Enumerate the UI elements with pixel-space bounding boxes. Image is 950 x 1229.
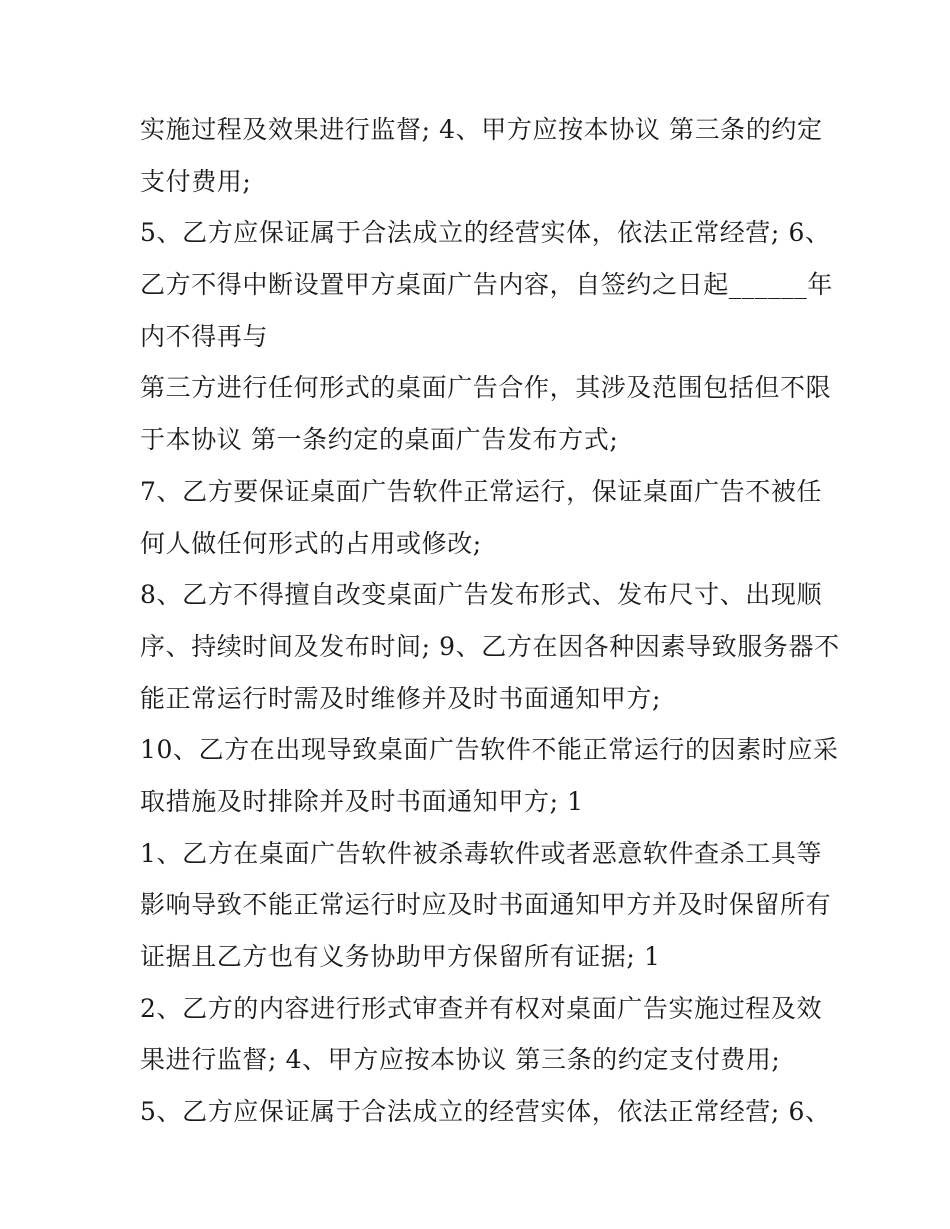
text-line: 支付费用; [140,166,252,196]
text-line: 第三方进行任何形式的桌面广告合作，其涉及范围包括但不限 [140,373,832,403]
text-line: 内不得再与 [140,321,269,351]
text-line: 果进行监督; 4、甲方应按本协议 第三条的约定支付费用; [140,1045,781,1075]
contract-text-body [140,104,840,1138]
text-line: 何人做任何形式的占用或修改; [140,528,482,558]
text-line: 5、乙方应保证属于合法成立的经营实体，依法正常经营; 6、 [140,1097,831,1127]
text-line: 2、乙方的内容进行形式审查并有权对桌面广告实施过程及效 [140,993,823,1023]
text-line: 影响导致不能正常运行时应及时书面通知甲方并及时保留所有 [140,890,832,920]
text-line: 1、乙方在桌面广告软件被杀毒软件或者恶意软件查杀工具等 [140,838,823,868]
text-line: 序、持续时间及发布时间; 9、乙方在因各种因素导致服务器不 [140,631,840,661]
text-line: 于本协议 第一条约定的桌面广告发布方式; [140,425,619,455]
text-line: 证据且乙方也有义务协助甲方保留所有证据; 1 [140,942,661,971]
text-line: 乙方不得中断设置甲方桌面广告内容，自签约之日起______年 [140,270,834,300]
text-line: 实施过程及效果进行监督; 4、甲方应按本协议 第三条的约定 [140,115,823,144]
text-line: 能正常运行时需及时维修并及时书面通知甲方; [140,683,662,713]
text-line: 5、乙方应保证属于合法成立的经营实体，依法正常经营; 6、 [140,218,831,248]
text-line: 7、乙方要保证桌面广告软件正常运行，保证桌面广告不被任 [140,476,823,506]
text-line: 取措施及时排除并及时书面通知甲方; 1 [140,786,584,816]
text-line: 8、乙方不得擅自改变桌面广告发布形式、发布尺寸、出现顺 [140,580,823,610]
text-line: 10、乙方在出现导致桌面广告软件不能正常运行的因素时应采 [140,735,839,765]
